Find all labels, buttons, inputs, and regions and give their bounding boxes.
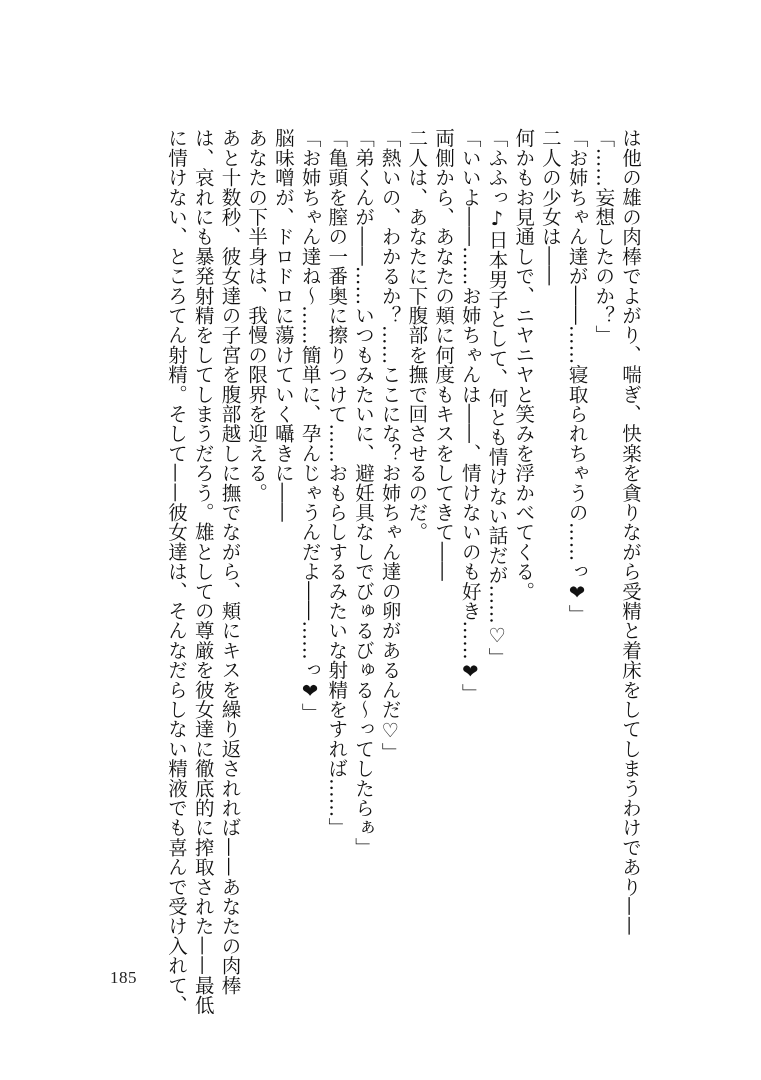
text-line: あなたの下半身は、我慢の限界を迎える。 <box>245 128 269 503</box>
text-line: 「弟くんが――……いつもみたいに、避妊具なしでびゅるびゅる～ってしたらぁ」 <box>351 128 375 857</box>
text-line: 「熱いの、わかるか？……ここにな？お姉ちゃん達の卵があるんだ♡」 <box>378 128 402 762</box>
text-line: 脳味噌が、ドロドロに蕩けていく囁きに―― <box>271 128 295 522</box>
text-line: 何かもお見通しで、ニヤニヤと笑みを浮かべてくる。 <box>512 128 536 601</box>
text-line: 両側から、あなたの頬に何度もキスをしてきて―― <box>432 128 456 582</box>
text-line: は他の雄の肉棒でよがり、喘ぎ、快楽を貪りながら受精と着床をしてしまうわけであり—— <box>619 128 642 936</box>
text-line: 「亀頭を膣の一番奥に擦りつけて……おもらしするみたいな射精をすれば……」 <box>325 128 349 838</box>
text-line: は、哀れにも暴発射精をしてしまうだろう。雄としての尊厳を彼女達に徹底的に搾取された——最低 <box>191 128 215 1015</box>
text-line: に情けない、ところてん射精。そして——彼女達は、そんなだらしない精液でも喜んで受け入れて、 <box>165 128 189 1015</box>
vertical-text-block <box>162 128 643 1015</box>
text-line: 「お姉ちゃん達ね～……簡単に、孕んじゃうんだよ――……っ❤」 <box>298 128 322 723</box>
text-line: 「ふふっ♪日本男子として、何とも情けない話だが……♡」 <box>485 128 509 667</box>
text-line: 二人の少女は―― <box>538 128 562 286</box>
text-line: 「……妄想したのか？」 <box>592 128 616 345</box>
text-line: 二人は、あなたに下腹部を撫で回させるのだ。 <box>405 128 429 542</box>
text-line: 「いいよ――……お姉ちゃんは――、情けないのも好き……❤」 <box>458 128 482 703</box>
text-line: 「お姉ちゃん達が――……寝取られちゃうの……っ❤」 <box>565 128 589 624</box>
page-number: 185 <box>110 968 137 987</box>
text-line: あと十数秒、彼女達の子宮を腹部越しに撫でながら、頬にキスを繰り返されれば——あなたの肉棒 <box>218 128 242 995</box>
